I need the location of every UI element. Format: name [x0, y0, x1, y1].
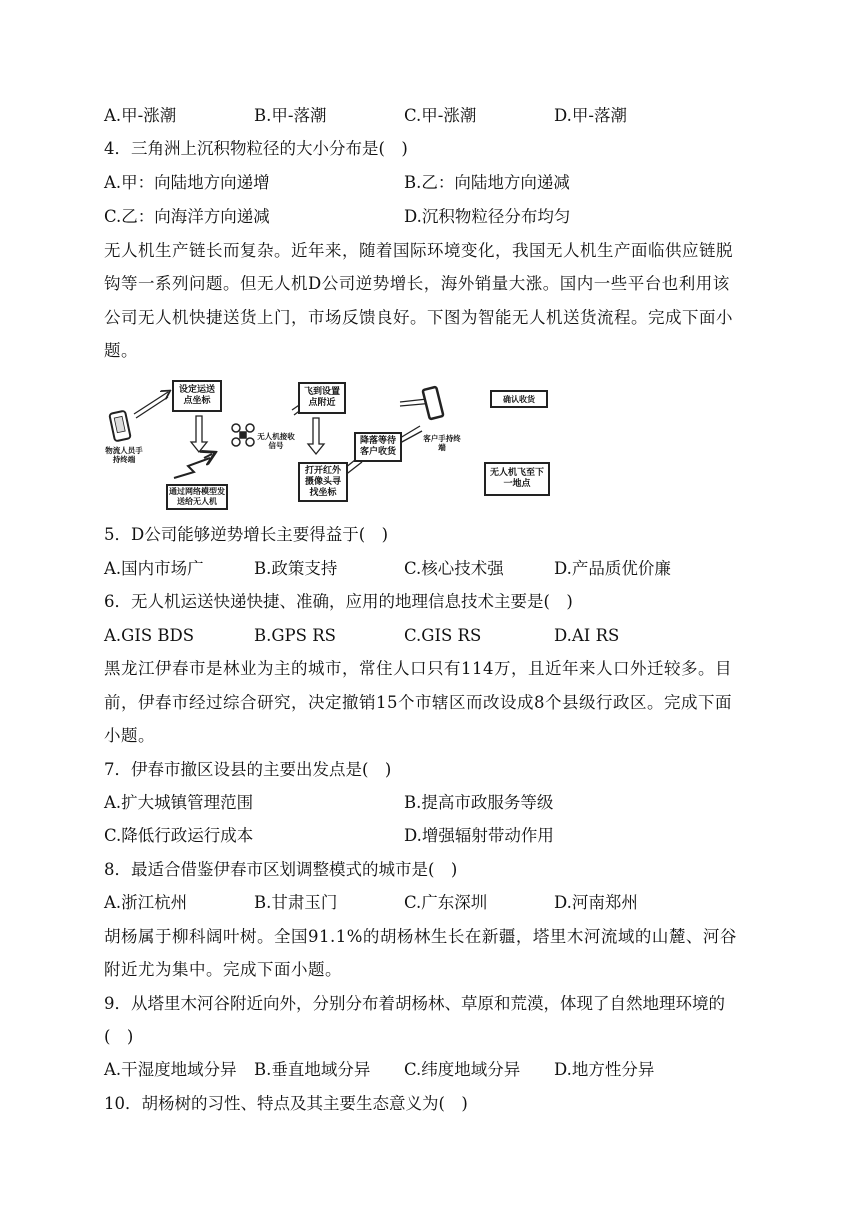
- q9-stem-blank: ( ): [104, 1027, 134, 1046]
- q7-stem: 7．伊春市撤区设县的主要出发点是( ): [104, 760, 392, 779]
- label-logistics-terminal: 物流人员手持终端: [105, 446, 143, 464]
- q3-option-d: D.甲-落潮: [554, 106, 627, 125]
- q8-stem: 8．最适合借鉴伊春市区划调整模式的城市是( ): [104, 860, 458, 879]
- q4-option-d: D.沉积物粒径分布均匀: [404, 207, 571, 226]
- q6-option-c: C.GIS RS: [404, 626, 482, 645]
- q9-option-b: B.垂直地域分异: [254, 1060, 371, 1079]
- q6-option-d: D.AI RS: [554, 626, 620, 645]
- flow-box-infrared: 打开红外摄像头寻找坐标: [298, 462, 348, 502]
- q4-option-a: A.甲：向陆地方向递增: [104, 173, 270, 192]
- q6-stem: 6．无人机运送快递快捷、准确，应用的地理信息技术主要是( ): [104, 592, 573, 611]
- q5-option-d: D.产品质优价廉: [554, 559, 671, 578]
- q9-stem: 9．从塔里木河谷附近向外，分别分布着胡杨林、草原和荒漠，体现了自然地理环境的: [104, 994, 725, 1013]
- q3-option-c: C.甲-涨潮: [404, 106, 477, 125]
- q7-option-b: B.提高市政服务等级: [404, 793, 554, 812]
- signal-zigzag-icon: [174, 458, 210, 478]
- q6-option-a: A.GIS BDS: [104, 626, 195, 645]
- q7-option-d: D.增强辐射带动作用: [404, 826, 554, 845]
- q6-option-b: B.GPS RS: [254, 626, 336, 645]
- flow-box-next: 无人机飞至下一地点: [484, 462, 550, 496]
- q3-option-b: B.甲-落潮: [254, 106, 327, 125]
- passage2-line: 小题。: [104, 726, 155, 745]
- q7-option-c: C.降低行政运行成本: [104, 826, 254, 845]
- flow-box-confirm: 确认收货: [490, 390, 548, 408]
- q8-option-a: A.浙江杭州: [104, 893, 188, 912]
- passage3-line: 附近尤为集中。完成下面小题。: [104, 960, 342, 979]
- q8-option-c: C.广东深圳: [404, 893, 488, 912]
- passage2-line: 黑龙江伊春市是林业为主的城市，常住人口只有114万，且近年来人口外迁较多。目: [104, 659, 732, 678]
- drone-delivery-flowchart: [104, 376, 544, 514]
- q5-option-b: B.政策支持: [254, 559, 338, 578]
- passage1-line: 题。: [104, 341, 138, 360]
- q10-stem: 10．胡杨树的习性、特点及其主要生态意义为( ): [104, 1094, 468, 1113]
- flow-box-network-model: 通过网络模型发送给无人机: [166, 484, 228, 510]
- flow-box-landing: 降落等待客户收货: [354, 432, 402, 462]
- q5-stem: 5．D公司能够逆势增长主要得益于( ): [104, 525, 389, 544]
- q8-option-d: D.河南郑州: [554, 893, 638, 912]
- passage1-line: 公司无人机快捷送货上门，市场反馈良好。下图为智能无人机送货流程。完成下面小: [104, 308, 733, 327]
- q4-stem: 4．三角洲上沉积物粒径的大小分布是( ): [104, 139, 408, 158]
- logistics-phone-icon: [109, 411, 130, 442]
- q4-option-b: B.乙：向陆地方向递减: [404, 173, 570, 192]
- q3-option-a: A.甲-涨潮: [104, 106, 177, 125]
- flow-box-set-coords: 设定运送点坐标: [172, 380, 222, 412]
- label-customer-terminal: 客户手持终端: [423, 434, 461, 452]
- passage2-line: 前，伊春市经过综合研究，决定撤销15个市辖区而改设成8个县级行政区。完成下面: [104, 693, 732, 712]
- q9-option-a: A.干湿度地域分异: [104, 1060, 237, 1079]
- passage3-line: 胡杨属于柳科阔叶树。全国91.1%的胡杨林生长在新疆，塔里木河流域的山麓、河谷: [104, 927, 737, 946]
- customer-phone-icon: [423, 387, 444, 419]
- q7-option-a: A.扩大城镇管理范围: [104, 793, 254, 812]
- q8-option-b: B.甘肃玉门: [254, 893, 338, 912]
- q5-option-c: C.核心技术强: [404, 559, 504, 578]
- flow-box-fly-near: 飞到设置点附近: [298, 382, 346, 414]
- q9-option-c: C.纬度地域分异: [404, 1060, 521, 1079]
- label-drone-signal: 无人机接收信号: [257, 432, 295, 450]
- drone-icon: [232, 424, 254, 446]
- q4-option-c: C.乙：向海洋方向递减: [104, 207, 270, 226]
- q5-option-a: A.国内市场广: [104, 559, 204, 578]
- passage1-line: 无人机生产链长而复杂。近年来，随着国际环境变化，我国无人机生产面临供应链脱: [104, 241, 733, 260]
- q9-option-d: D.地方性分异: [554, 1060, 655, 1079]
- passage1-line: 钩等一系列问题。但无人机D公司逆势增长，海外销量大涨。国内一些平台也利用该: [104, 274, 730, 293]
